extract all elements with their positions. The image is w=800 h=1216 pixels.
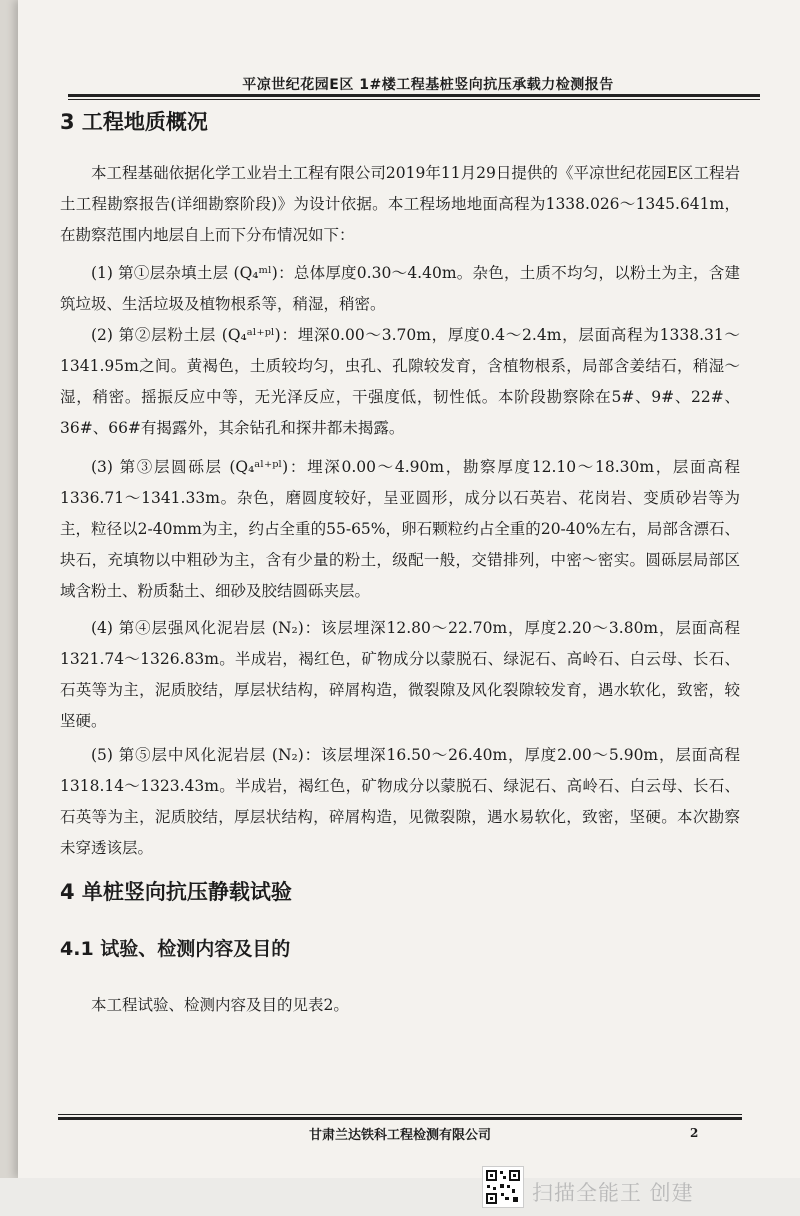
section-3-heading: 3 工程地质概况 — [60, 110, 208, 134]
footer-rule-thin — [58, 1114, 742, 1115]
scanner-watermark-text: 扫描全能王 创建 — [532, 1181, 694, 1205]
section-4-1-text: 本工程试验、检测内容及目的见表2。 — [91, 996, 349, 1014]
report-header-title: 平凉世纪花园E区 1#楼工程基桩竖向抗压承载力检测报告 — [242, 77, 614, 93]
footer-company: 甘肃兰达铁科工程检测有限公司 — [308, 1128, 491, 1143]
layer-1-paragraph: (1) 第①层杂填土层 (Q₄ᵐˡ)：总体厚度0.30～4.40m。杂色，土质不均匀，以粉土为主，含建筑垃圾、生活垃圾及植物根系等，稍湿，稍密。 — [60, 264, 740, 313]
qr-code-icon — [482, 1166, 524, 1208]
layer-4-paragraph: (4) 第④层强风化泥岩层 (N₂)：该层埋深12.80～22.70m，厚度2.20～3.80m，层面高程1321.74～1326.83m。半成岩，褐红色，矿物成分以蒙脱石、绿泥石、高岭石、白云母、长石、石英等为主，泥质胶结，厚层状结构，碎屑构造，微裂隙及风化裂隙较发育，遇水软化，致密，较坚硬。 — [60, 619, 740, 730]
section-3-intro: 本工程基础依据化学工业岩土工程有限公司2019年11月29日提供的《平凉世纪花园E区工程岩土工程勘察报告(详细勘察阶段)》为设计依据。本工程场地地面高程为1338.026～1345.641m，在勘察范围内地层自上而下分布情况如下： — [60, 164, 740, 244]
layer-2-paragraph: (2) 第②层粉土层 (Q₄ᵃˡ⁺ᵖˡ)：埋深0.00～3.70m，厚度0.4～2.4m，层面高程为1338.31～1341.95m之间。黄褐色，土质较均匀，虫孔、孔隙较发育，含植物根系，局部含姜结石，稍湿～湿，稍密。摇振反应中等，无光泽反应，干强度低，韧性低。本阶段勘察除在5#、9#、22#、36#、66#有揭露外，其余钻孔和探井都未揭露。 — [60, 326, 740, 437]
layer-3-paragraph: (3) 第③层圆砾层 (Q₄ᵃˡ⁺ᵖˡ)：埋深0.00～4.90m，勘察厚度12.10～18.30m，层面高程1336.71～1341.33m。杂色，磨圆度较好，呈亚圆形，成分以石英岩、花岗岩、变质砂岩等为主，粒径以2-40mm为主，约占全重的55-65%，卵石颗粒约占全重的20-40%左右，局部含漂石、块石，充填物以中粗砂为主，含有少量的粉土，级配一般，交错排列，中密～密实。圆砾层局部区域含粉土、粉质黏土、细砂及胶结圆砾夹层。 — [60, 458, 740, 600]
section-4-heading: 4 单桩竖向抗压静载试验 — [60, 880, 292, 904]
section-4-1-heading: 4.1 试验、检测内容及目的 — [60, 938, 291, 960]
header-rule-thin — [68, 99, 760, 100]
page-number: 2 — [690, 1126, 699, 1140]
footer-rule — [58, 1117, 742, 1120]
header-rule — [68, 94, 760, 97]
layer-5-paragraph: (5) 第⑤层中风化泥岩层 (N₂)：该层埋深16.50～26.40m，厚度2.00～5.90m，层面高程1318.14～1323.43m。半成岩，褐红色，矿物成分以蒙脱石、绿泥石、高岭石、白云母、长石、石英等为主，泥质胶结，厚层状结构，碎屑构造，见微裂隙，遇水易软化，致密，坚硬。本次勘察未穿透该层。 — [60, 746, 740, 857]
